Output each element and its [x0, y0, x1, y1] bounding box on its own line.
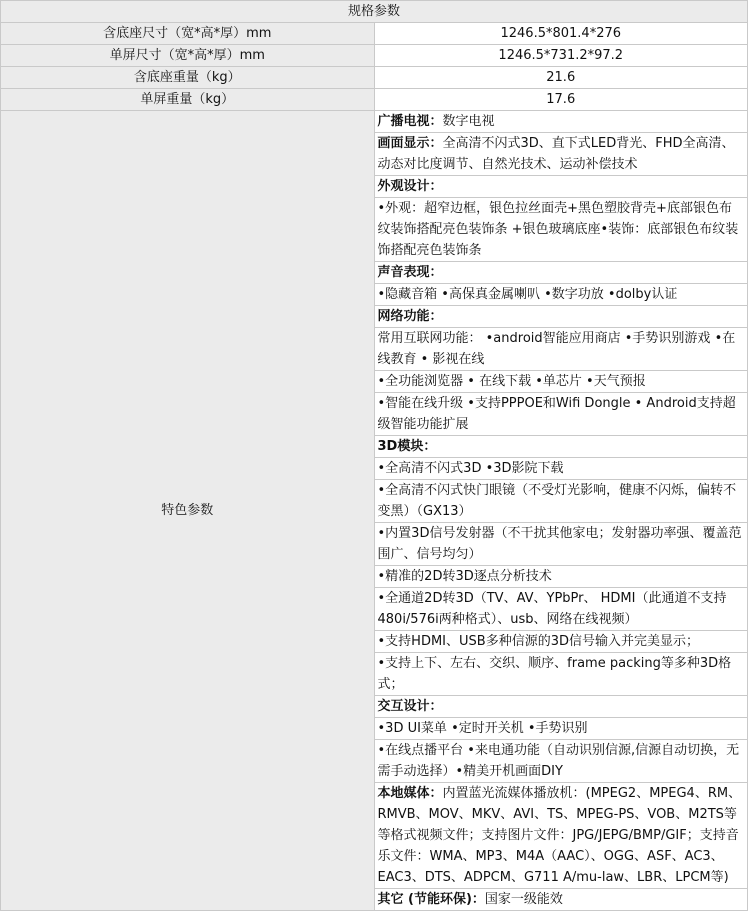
feature-head: 网络功能： — [374, 306, 748, 328]
feature-item: •支持上下、左右、交织、顺序、frame packing等多种3D格式； — [374, 653, 748, 696]
feature-item: •全功能浏览器 • 在线下载 •单芯片 •天气预报 — [374, 371, 748, 393]
feature-head: 广播电视： — [377, 114, 443, 129]
row-label: 单屏尺寸（宽*高*厚）mm — [1, 45, 375, 67]
feature-item: •外观：超窄边框，银色拉丝面壳+黑色塑胶背壳+底部银色布纹装饰搭配亮色装饰条 +银色玻璃底座•装饰：底部银色布纹装饰搭配亮色装饰条 — [374, 198, 748, 262]
feature-display — [374, 133, 748, 176]
feature-head: 画面显示： — [377, 136, 443, 151]
row-value: 1246.5*801.4*276 — [374, 23, 748, 45]
table-row — [1, 45, 748, 67]
feature-item: •全高清不闪式快门眼镜（不受灯光影响，健康不闪烁，偏转不变黑）（GX13） — [374, 480, 748, 523]
row-label: 单屏重量（kg） — [1, 89, 375, 111]
feature-head: 3D模块： — [374, 436, 748, 458]
title-row — [1, 1, 748, 23]
feature-media — [374, 783, 748, 889]
row-label: 含底座尺寸（宽*高*厚）mm — [1, 23, 375, 45]
feature-item: •全高清不闪式3D •3D影院下载 — [374, 458, 748, 480]
feature-head: 外观设计： — [374, 176, 748, 198]
table-row — [1, 89, 748, 111]
feature-item: •隐藏音箱 •高保真金属喇叭 •数字功放 •dolby认证 — [374, 284, 748, 306]
feature-item: •精准的2D转3D逐点分析技术 — [374, 566, 748, 588]
feature-head: 声音表现： — [374, 262, 748, 284]
feature-item: •内置3D信号发射器（不干扰其他家电；发射器功率强、覆盖范围广、信号均匀） — [374, 523, 748, 566]
row-value: 21.6 — [374, 67, 748, 89]
feature-item: •在线点播平台 •来电通功能（自动识别信源,信源自动切换，无需手动选择）•精美开机画面DIY — [374, 740, 748, 783]
feature-head: 其它 (节能环保)： — [377, 892, 485, 907]
row-label: 含底座重量（kg） — [1, 67, 375, 89]
feature-item: •全通道2D转3D（TV、AV、YPbPr、 HDMI（此通道不支持480i/576i两种格式）、usb、网络在线视频） — [374, 588, 748, 631]
feature-row — [1, 111, 748, 133]
feature-item: •智能在线升级 •支持PPPOE和Wifi Dongle • Android支持超级智能功能扩展 — [374, 393, 748, 436]
feature-text: 数字电视 — [442, 114, 495, 129]
features-label: 特色参数 — [1, 111, 375, 911]
feature-other — [374, 889, 748, 911]
feature-broadcast — [374, 111, 748, 133]
table-row — [1, 23, 748, 45]
feature-item: •支持HDMI、USB多种信源的3D信号输入并完美显示； — [374, 631, 748, 653]
feature-item: •3D UI菜单 •定时开关机 •手势识别 — [374, 718, 748, 740]
feature-text: 内置蓝光流媒体播放机：(MPEG2、MPEG4、RM、RMVB、MOV、MKV、AVI、TS、MPEG-PS、VOB、M2TS等等格式视频文件；支持图片文件：JPG/JEPG/BMP/GIF；支持音乐文件：WMA、MP3、M4A（AAC）、OGG、ASF、AC3、EAC3、DTS、ADPCM、G711 A/mu-law、LBR、LPCM等) — [377, 786, 742, 885]
row-value: 17.6 — [374, 89, 748, 111]
feature-head: 本地媒体： — [377, 786, 443, 801]
feature-head: 交互设计： — [374, 696, 748, 718]
table-title: 规格参数 — [1, 1, 748, 23]
row-value: 1246.5*731.2*97.2 — [374, 45, 748, 67]
feature-text: 全高清不闪式3D、直下式LED背光、FHD全高清、动态对比度调节、自然光技术、运动补偿技术 — [377, 136, 735, 172]
feature-text: 国家一级能效 — [484, 892, 563, 907]
table-row — [1, 67, 748, 89]
feature-item: 常用互联网功能： •android智能应用商店 •手势识别游戏 •在线教育 • 影视在线 — [374, 328, 748, 371]
